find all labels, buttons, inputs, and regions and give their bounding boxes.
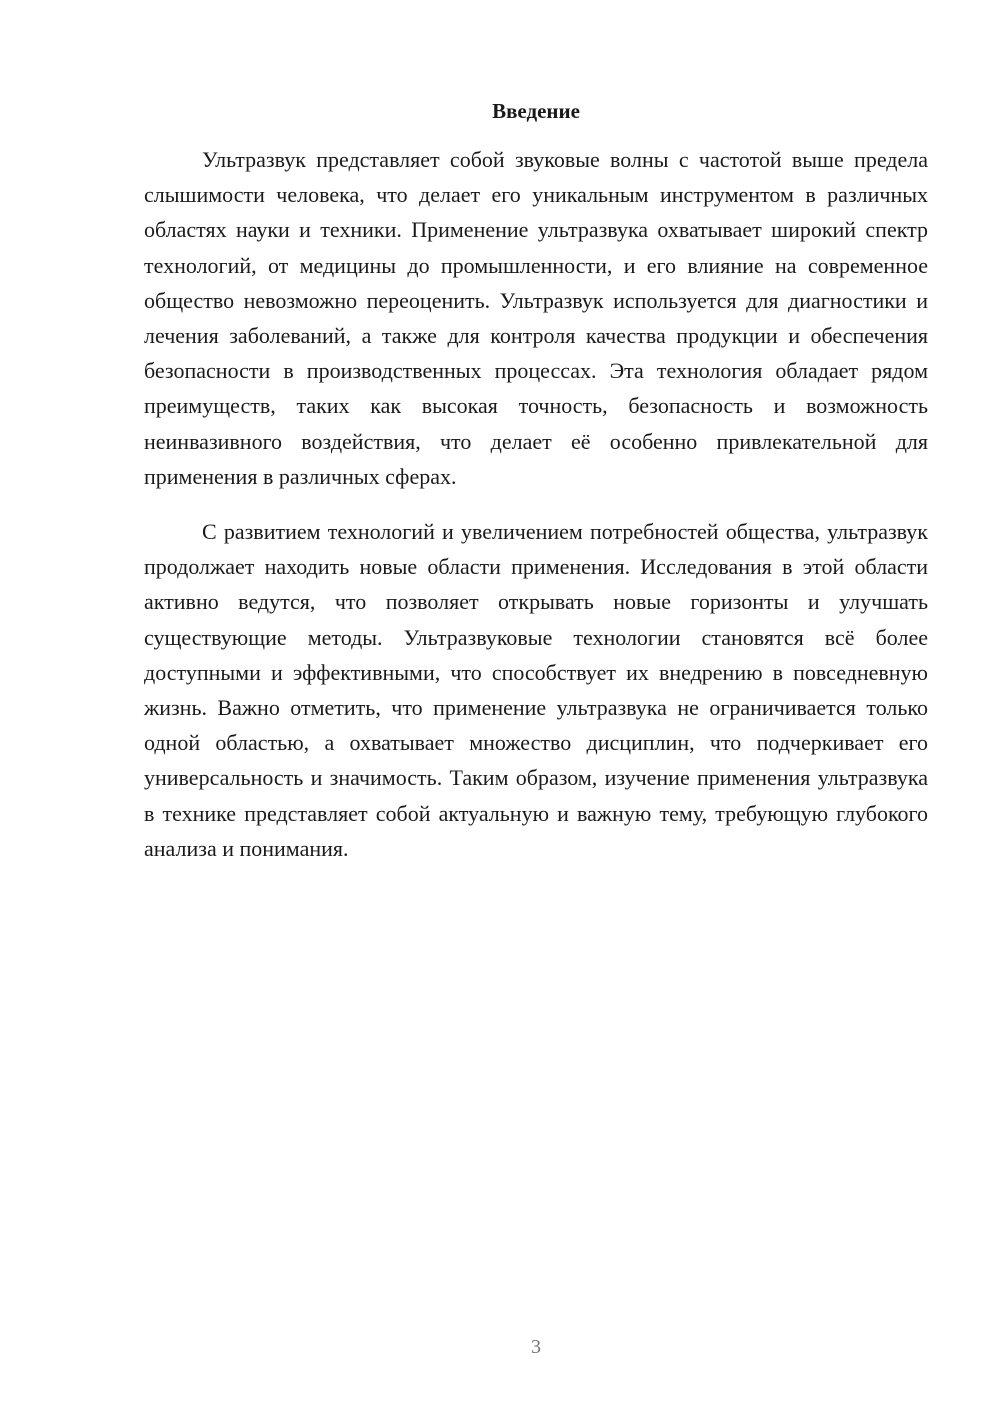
page-number: 3 <box>531 1336 541 1358</box>
paragraph-1: Ультразвук представляет собой звуковые волны с частотой выше предела слышимости человека, что делает его уникальным инструментом в различных областях науки и техники. Применение ультразвука охватывает широкий спектр технологий, от медицины до промышленности, и его влияние на современное общество невозможно переоценить. Ультразвук используется для диагностики и лечения заболеваний, а также для контроля качества продукции и обеспечения безопасности в производственных процессах. Эта технология обладает рядом преимуществ, таких как высокая точность, безопасность и возможность неинвазивного воздействия, что делает её особенно привлекательной для применения в различных сферах. <box>144 147 928 489</box>
section-heading: Введение <box>492 99 580 123</box>
paragraph-2: С развитием технологий и увеличением потребностей общества, ультразвук продолжает находить новые области применения. Исследования в этой области активно ведутся, что позволяет открывать новые горизонты и улучшать существующие методы. Ультразвуковые технологии становятся всё более доступными и эффективными, что способствует их внедрению в повседневную жизнь. Важно отметить, что применение ультразвука не ограничивается только одной областью, а охватывает множество дисциплин, что подчеркивает его универсальность и значимость. Таким образом, изучение применения ультразвука в технике представляет собой актуальную и важную тему, требующую глубокого анализа и понимания. <box>144 519 928 861</box>
body-text <box>144 142 928 866</box>
